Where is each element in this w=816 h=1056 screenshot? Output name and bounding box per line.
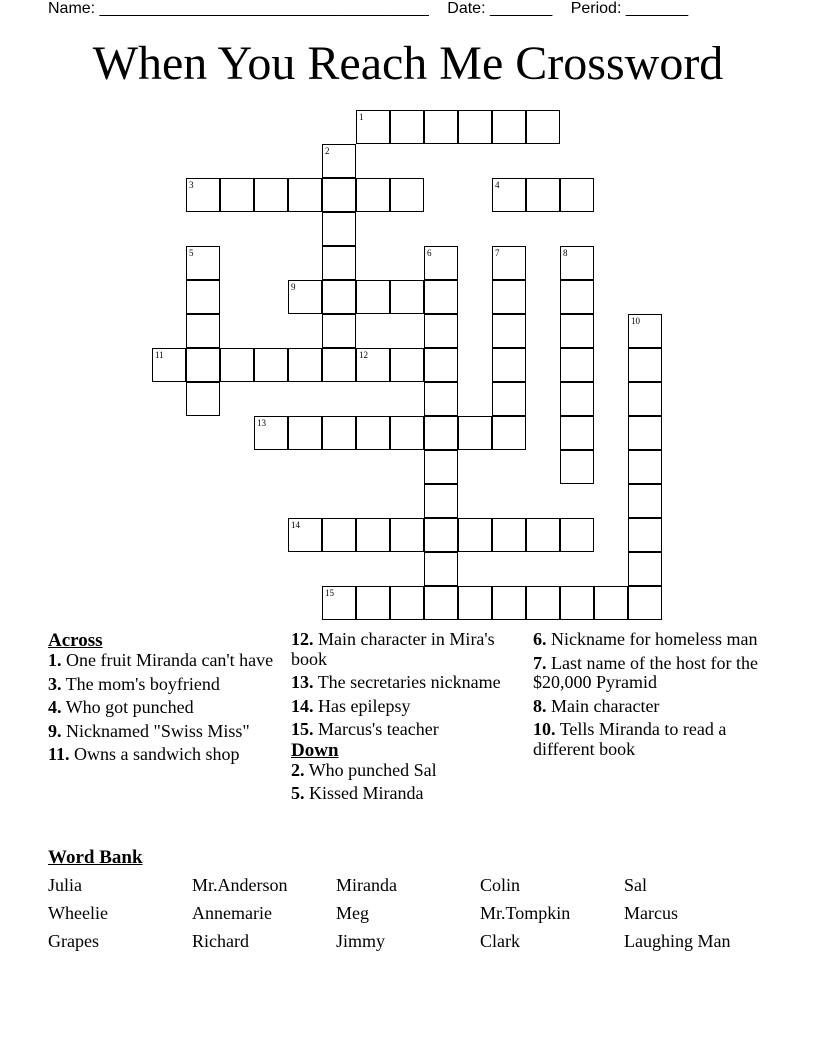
word-bank-heading: Word Bank	[48, 847, 143, 868]
grid-cell[interactable]	[492, 586, 526, 620]
word-bank-item: Wheelie	[48, 903, 108, 923]
grid-cell[interactable]	[390, 348, 424, 382]
across-heading: Across	[48, 630, 103, 651]
word-bank-item: Grapes	[48, 931, 99, 951]
grid-cell[interactable]	[322, 212, 356, 246]
grid-cell[interactable]	[356, 110, 390, 144]
grid-cell[interactable]	[356, 416, 390, 450]
grid-cell[interactable]	[288, 518, 322, 552]
grid-cell[interactable]	[288, 178, 322, 212]
grid-cell[interactable]	[322, 518, 356, 552]
grid-cell[interactable]	[424, 314, 458, 348]
grid-cell[interactable]	[186, 280, 220, 314]
clue-number: 9	[291, 282, 296, 292]
clue-number: 3	[189, 180, 194, 190]
grid-cell[interactable]	[458, 518, 492, 552]
grid-cell[interactable]	[254, 348, 288, 382]
grid-cell[interactable]	[560, 450, 594, 484]
grid-cell[interactable]	[390, 110, 424, 144]
grid-cell[interactable]	[526, 518, 560, 552]
word-bank-item: Meg	[336, 903, 369, 923]
clue-across-3: 3. The mom's boyfriend	[48, 673, 220, 694]
grid-cell[interactable]	[390, 178, 424, 212]
grid-cell[interactable]	[356, 518, 390, 552]
grid-cell[interactable]	[560, 348, 594, 382]
grid-cell[interactable]	[220, 348, 254, 382]
grid-cell[interactable]	[390, 586, 424, 620]
grid-cell[interactable]	[322, 246, 356, 280]
grid-cell[interactable]	[560, 586, 594, 620]
grid-cell[interactable]	[560, 246, 594, 280]
grid-cell[interactable]	[322, 144, 356, 178]
grid-cell[interactable]	[492, 348, 526, 382]
date-field[interactable]: Date: _______	[447, 0, 553, 17]
grid-cell[interactable]	[220, 178, 254, 212]
grid-cell[interactable]	[492, 416, 526, 450]
grid-cell[interactable]	[424, 484, 458, 518]
grid-cell[interactable]	[628, 484, 662, 518]
grid-cell[interactable]	[594, 586, 628, 620]
grid-cell[interactable]	[424, 246, 458, 280]
grid-cell[interactable]	[186, 314, 220, 348]
clues-column-1	[48, 630, 284, 769]
grid-cell[interactable]	[628, 450, 662, 484]
clue-down-6: 6. Nickname for homeless man	[533, 629, 758, 649]
clue-number: 6	[427, 248, 432, 258]
word-bank-item: Mr.Tompkin	[480, 903, 571, 923]
grid-cell[interactable]	[186, 382, 220, 416]
clue-across-15: 15. Marcus's teacher	[291, 719, 439, 739]
clue-number: 13	[257, 418, 266, 428]
clue-across-14: 14. Has epilepsy	[291, 695, 411, 716]
word-bank-item: Richard	[192, 931, 249, 951]
clue-number: 10	[631, 316, 640, 326]
grid-cell[interactable]	[458, 416, 492, 450]
word-bank-item: Annemarie	[192, 903, 272, 923]
clue-number: 2	[325, 146, 330, 156]
clue-number: 12	[359, 350, 368, 360]
grid-cell[interactable]	[458, 586, 492, 620]
grid-cell[interactable]	[288, 280, 322, 314]
clues-column-2	[291, 630, 511, 808]
word-bank-item: Laughing Man	[624, 931, 731, 951]
word-bank-item: Sal	[624, 875, 648, 895]
grid-cell[interactable]	[424, 416, 458, 450]
grid-cell[interactable]	[356, 280, 390, 314]
clue-number: 15	[325, 588, 334, 598]
grid-cell[interactable]	[458, 110, 492, 144]
name-field[interactable]: Name: _____________________________________	[48, 0, 429, 17]
clue-down-7: 7. Last name of the host for the $20,000 Pyramid	[533, 652, 758, 692]
grid-cell[interactable]	[492, 518, 526, 552]
grid-cell[interactable]	[492, 382, 526, 416]
grid-cell[interactable]	[526, 178, 560, 212]
grid-cell[interactable]	[424, 110, 458, 144]
grid-cell[interactable]	[628, 416, 662, 450]
clue-number: 11	[155, 350, 164, 360]
grid-cell[interactable]	[322, 314, 356, 348]
grid-cell[interactable]	[424, 382, 458, 416]
grid-cell[interactable]	[628, 382, 662, 416]
grid-cell[interactable]	[628, 552, 662, 586]
grid-cell[interactable]	[186, 178, 220, 212]
clue-number: 1	[359, 112, 364, 122]
grid-cell[interactable]	[322, 348, 356, 382]
grid-cell[interactable]	[560, 280, 594, 314]
grid-cell[interactable]	[492, 178, 526, 212]
grid-cell[interactable]	[288, 348, 322, 382]
clue-number: 5	[189, 248, 194, 258]
grid-cell[interactable]	[254, 416, 288, 450]
grid-cell[interactable]	[560, 178, 594, 212]
word-bank-item: Mr.Anderson	[192, 875, 288, 895]
grid-cell[interactable]	[356, 348, 390, 382]
grid-cell[interactable]	[560, 416, 594, 450]
grid-cell[interactable]	[356, 586, 390, 620]
period-field[interactable]: Period: _______	[570, 0, 689, 17]
clue-across-1: 1. One fruit Miranda can't have	[48, 650, 274, 670]
grid-cell[interactable]	[492, 280, 526, 314]
grid-cell[interactable]	[560, 314, 594, 348]
grid-cell[interactable]	[288, 416, 322, 450]
clue-number: 7	[495, 248, 500, 258]
grid-cell[interactable]	[424, 552, 458, 586]
word-bank-item: Julia	[48, 875, 82, 895]
grid-cell[interactable]	[424, 586, 458, 620]
grid-cell[interactable]	[526, 586, 560, 620]
grid-cell[interactable]	[186, 246, 220, 280]
grid-cell[interactable]	[254, 178, 288, 212]
grid-cell[interactable]	[322, 586, 356, 620]
clue-across-4: 4. Who got punched	[48, 697, 194, 717]
grid-cell[interactable]	[628, 348, 662, 382]
word-bank-item: Colin	[480, 875, 521, 895]
grid-cell[interactable]	[560, 518, 594, 552]
word-bank-item: Jimmy	[336, 931, 386, 951]
clue-down-2: 2. Who punched Sal	[291, 759, 437, 780]
grid-cell[interactable]	[560, 382, 594, 416]
clue-number: 8	[563, 248, 568, 258]
grid-cell[interactable]	[152, 348, 186, 382]
clue-down-5: 5. Kissed Miranda	[291, 783, 424, 803]
grid-cell[interactable]	[492, 314, 526, 348]
grid-cell[interactable]	[492, 246, 526, 280]
grid-cell[interactable]	[424, 450, 458, 484]
grid-cell[interactable]	[526, 110, 560, 144]
clue-across-11: 11. Owns a sandwich shop	[48, 744, 240, 764]
grid-cell[interactable]	[424, 348, 458, 382]
grid-cell[interactable]	[628, 314, 662, 348]
word-bank-item: Miranda	[336, 875, 397, 895]
grid-cell[interactable]	[492, 110, 526, 144]
grid-cell[interactable]	[356, 178, 390, 212]
clue-number: 14	[291, 520, 300, 530]
grid-cell[interactable]	[628, 518, 662, 552]
word-bank-item: Clark	[480, 931, 520, 951]
grid-cell[interactable]	[390, 416, 424, 450]
clues-column-3	[533, 630, 768, 763]
grid-cell[interactable]	[390, 518, 424, 552]
word-bank-item: Marcus	[624, 903, 678, 923]
grid-cell[interactable]	[186, 348, 220, 382]
grid-cell[interactable]	[424, 280, 458, 314]
clue-number: 4	[495, 180, 500, 190]
grid-cell[interactable]	[390, 280, 424, 314]
page-title: When You Reach Me Crossword	[92, 37, 724, 90]
clue-across-9: 9. Nicknamed "Swiss Miss"	[48, 720, 250, 741]
grid-cell[interactable]	[322, 280, 356, 314]
clue-down-8: 8. Main character	[533, 695, 660, 716]
clue-down-10: 10. Tells Miranda to read a different book	[533, 719, 727, 759]
clue-across-13: 13. The secretaries nickname	[291, 672, 501, 692]
grid-cell[interactable]	[628, 586, 662, 620]
grid-cell[interactable]	[322, 416, 356, 450]
grid-cell[interactable]	[424, 518, 458, 552]
grid-cell[interactable]	[322, 178, 356, 212]
down-heading: Down	[291, 739, 339, 761]
clue-across-12: 12. Main character in Mira's book	[291, 629, 495, 669]
